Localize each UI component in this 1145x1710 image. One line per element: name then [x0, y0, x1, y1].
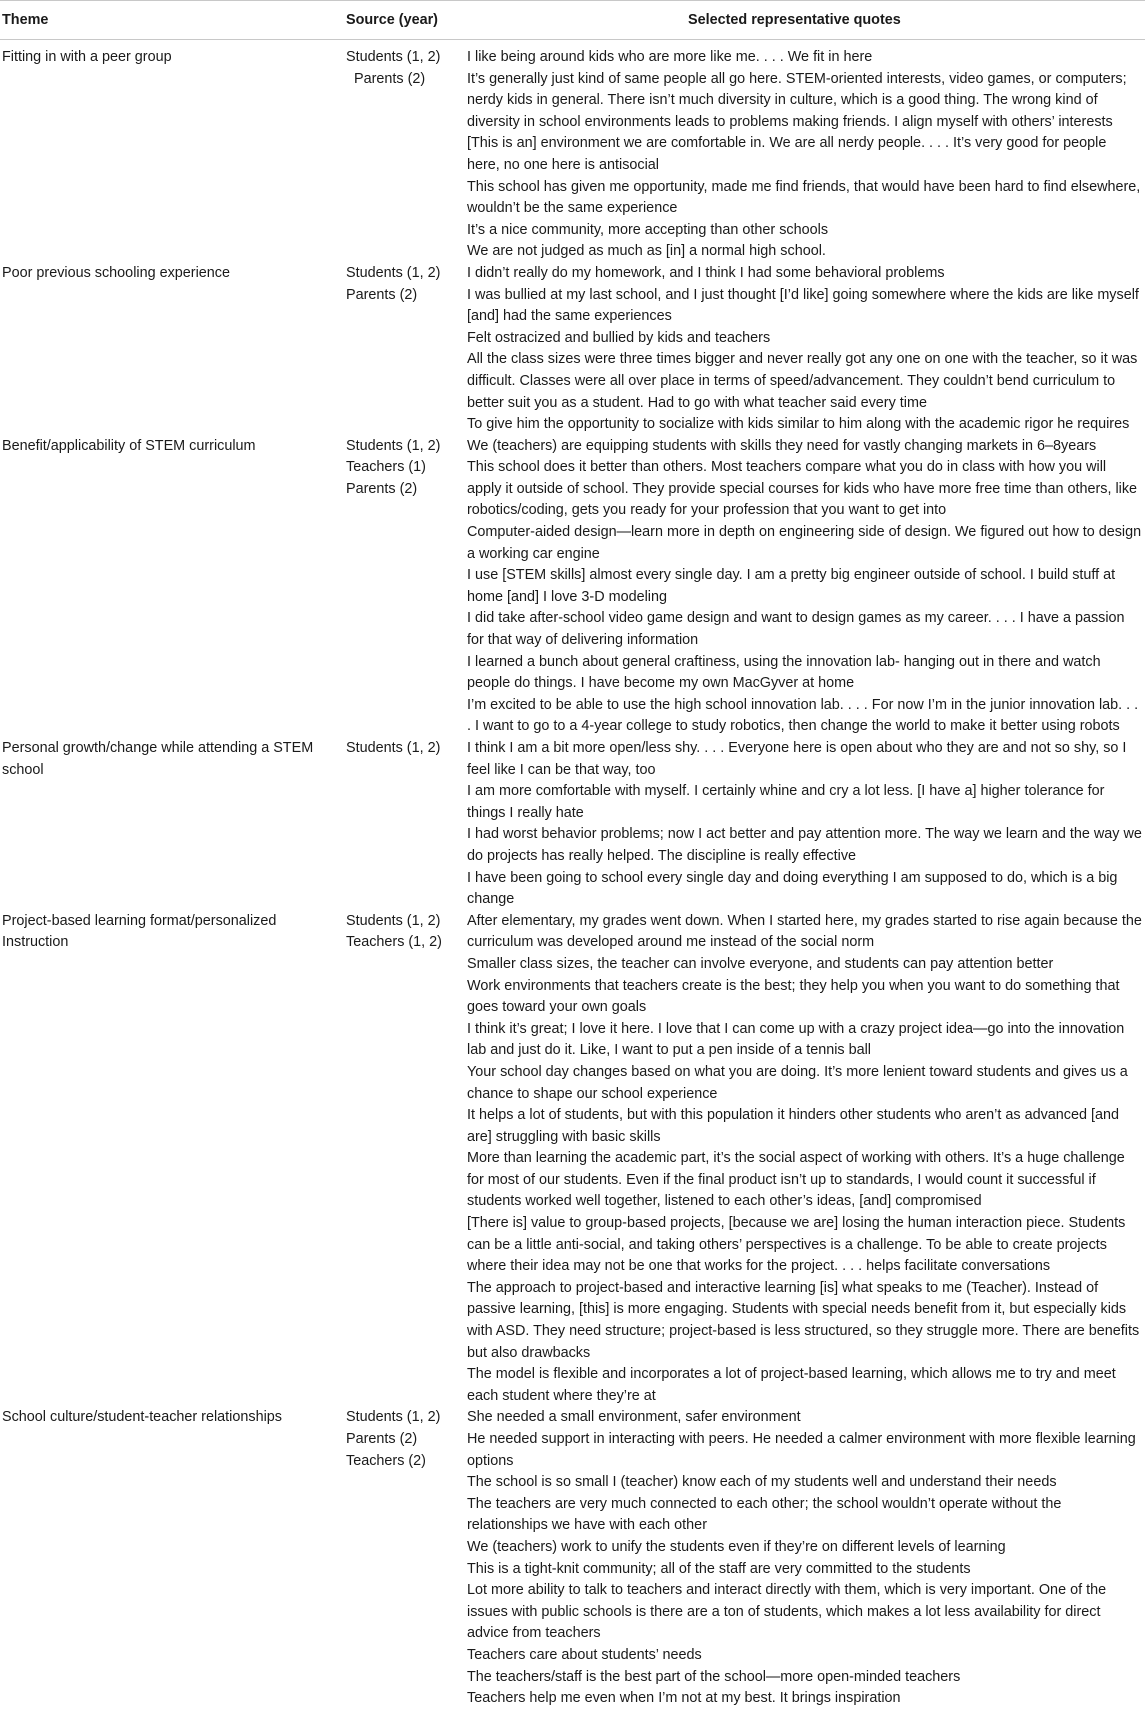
source-cell: [346, 738, 456, 760]
quote-text: I like being around kids who are more like me. . . . We fit in here: [467, 49, 873, 65]
header-theme: Theme: [2, 12, 49, 28]
quote-text: Work environments that teachers create is the best; they help you when you want to do something that goes toward your own goals: [467, 977, 1120, 1016]
theme-cell: Project-based learning format/personalized Instruction: [2, 912, 277, 951]
source-cell: [346, 263, 456, 306]
quote-text: Your school day changes based on what you are doing. It’s more lenient toward students and gives us a chance to shape our school experience: [467, 1063, 1128, 1102]
source-cell: [346, 911, 456, 954]
source-entry: Students (1, 2): [346, 264, 441, 281]
quote-text: Computer-aided design—learn more in depth on engineering side of design. We figured out how to design a working car engine: [467, 524, 1142, 562]
quote-text: The school is so small I (teacher) know each of my students well and understand their needs: [467, 1474, 1057, 1491]
quote-text: I use [STEM skills] almost every single day. I am a pretty big engineer outside of school. I build stuff at home [and] I love 3-D modeling: [467, 567, 1116, 605]
quote-text: The model is flexible and incorporates a lot of project-based learning, which allows me to try and meet each student where they’re at: [467, 1366, 1116, 1404]
table-row: [0, 738, 1145, 911]
quote-text: Teachers care about students’ needs: [467, 1646, 702, 1663]
source-cell: [346, 47, 456, 90]
quote-text: The teachers/staff is the best part of the school—more open-minded teachers: [467, 1668, 961, 1685]
quote-text: It helps a lot of students, but with this population it hinders other students who aren’t as advanced [and are] struggling with basic skills: [467, 1107, 1119, 1145]
quote-text: It’s a nice community, more accepting than other schools: [467, 221, 829, 238]
quote-text: It’s generally just kind of same people all go here. STEM-oriented interests, video games, or computers; nerdy kids in general. There isn’t much diversity in culture, which is a good thing. The wrong kind of diversity in school environments leads to problems making friends. I align myself with others’ interests: [467, 70, 1127, 130]
quotes-cell: [467, 263, 1143, 436]
source-entry: Teachers (2): [346, 1452, 426, 1469]
quote-text: I think it’s great; I love it here. I love that I can come up with a crazy project idea—go into the innovation lab and just do it. Like, I want to put a pen inside of a tennis ball: [467, 1020, 1125, 1059]
quotes-cell: [467, 738, 1143, 911]
theme-cell: Benefit/applicability of STEM curriculum: [2, 437, 256, 454]
quote-text: All the class sizes were three times bigger and never really got any one on one with the teacher, so it was difficult. Classes were all over place in terms of speed/advancement. They couldn’t bend curriculum to better suit you as a student. Had to go with what teacher said every time: [467, 351, 1138, 411]
quote-text: I learned a bunch about general craftiness, using the innovation lab- hanging out in there and watch people do things. I have become my own MacGyver at home: [467, 653, 1101, 692]
quote-text: To give him the opportunity to socialize with kids similar to him along with the academic rigor he requires: [467, 416, 1130, 433]
quotes-cell: [467, 47, 1143, 263]
header-selected-quotes: Selected representative quotes: [688, 12, 901, 28]
quote-text: [This is an] environment we are comfortable in. We are all nerdy people. . . . It’s very good for people here, no one here is antisocial: [467, 135, 1107, 173]
source-cell: [346, 1407, 456, 1472]
quote-text: [There is] value to group-based projects, [because we are] losing the human interaction piece. Students can be a little anti-social, and taking others’ perspectives is a challenge. To be able to create projects where their idea may not be one that works for the project. . . . helps facilitate conversations: [467, 1215, 1126, 1275]
quote-text: More than learning the academic part, it’s the social aspect of working with others. It’s a huge challenge for most of our students. Even if the final product isn’t up to standards, I would count it successful if students worked well together, listened to each other’s ideas, [and] compromised: [467, 1150, 1125, 1210]
table-row: [0, 263, 1145, 436]
quote-text: I had worst behavior problems; now I act better and pay attention more. The way we learn and the way we do projects has really helped. The discipline is really effective: [467, 826, 1142, 864]
source-cell: [346, 436, 456, 501]
quote-text: After elementary, my grades went down. When I started here, my grades started to rise again because the curriculum was developed around me instead of the social norm: [467, 912, 1142, 951]
source-entry: Teachers (1, 2): [346, 934, 442, 951]
quote-text: I didn’t really do my homework, and I think I had some behavioral problems: [467, 264, 945, 281]
quotes-cell: [467, 911, 1143, 1408]
table-row: [0, 436, 1145, 738]
quote-text: I am more comfortable with myself. I certainly whine and cry a lot less. [I have a] higher tolerance for things I really hate: [467, 783, 1105, 821]
quote-text: The approach to project-based and interactive learning [is] what speaks to me (Teacher). Instead of passive learning, [this] is more engaging. Students with special needs benefit from it, but especially kids with ASD. They need structure; project-based is less structured, so they struggle more. There are benefits but also drawbacks: [467, 1279, 1140, 1361]
source-entry: Parents (2): [346, 480, 418, 497]
table-body: [0, 47, 1145, 1710]
source-entry: Students (1, 2): [346, 740, 441, 756]
source-entry: Students (1, 2): [346, 437, 441, 454]
quote-text: He needed support in interacting with peers. He needed a calmer environment with more flexible learning options: [467, 1431, 1136, 1469]
quote-text: We are not judged as much as [in] a normal high school.: [467, 243, 826, 260]
table-row: [0, 47, 1145, 263]
theme-cell: Poor previous schooling experience: [2, 264, 230, 281]
quote-text: I have been going to school every single day and doing everything I am supposed to do, which is a big change: [467, 869, 1118, 908]
quote-text: Felt ostracized and bullied by kids and teachers: [467, 329, 771, 346]
quote-text: I’m excited to be able to use the high school innovation lab. . . . For now I’m in the junior innovation lab. . . . I want to go to a 4-year college to study robotics, then change the world to make it better using robots: [467, 696, 1139, 735]
table-row: [0, 911, 1145, 1408]
quote-text: This school has given me opportunity, made me find friends, that would have been hard to find elsewhere, wouldn’t be the same experience: [467, 178, 1141, 217]
quotes-cell: [467, 1407, 1143, 1709]
header-source-year: Source (year): [346, 12, 438, 28]
quote-text: Lot more ability to talk to teachers and interact directly with them, which is very important. One of the issues with public schools is there are a ton of students, which makes a lot less availability for direct advice from teachers: [467, 1582, 1107, 1642]
quote-text: We (teachers) are equipping students with skills they need for vastly changing markets in 6–8years: [467, 437, 1097, 454]
quote-text: I was bullied at my last school, and I just thought [I’d like] going somewhere where the kids are like myself [and] had the same experiences: [467, 286, 1139, 325]
table-header: [0, 0, 1145, 40]
quote-text: We (teachers) work to unify the students even if they’re on different levels of learning: [467, 1538, 1006, 1555]
quote-text: The teachers are very much connected to each other; the school wouldn’t operate without the relationships we have with each other: [467, 1495, 1062, 1534]
table-row: [0, 1407, 1145, 1709]
source-entry: Parents (2): [346, 286, 418, 303]
source-entry: Students (1, 2): [346, 1409, 441, 1426]
quote-text: This is a tight-knit community; all of the staff are very committed to the students: [467, 1560, 971, 1577]
theme-cell: Personal growth/change while attending a STEM school: [2, 740, 314, 778]
quote-text: She needed a small environment, safer environment: [467, 1409, 801, 1426]
source-entry: Parents (2): [346, 1431, 418, 1447]
theme-cell: School culture/student-teacher relationships: [2, 1409, 282, 1426]
quote-text: Teachers help me even when I’m not at my best. It brings inspiration: [467, 1690, 901, 1707]
source-entry: Parents (2): [346, 70, 426, 87]
quote-text: I think I am a bit more open/less shy. . . . Everyone here is open about who they are and not so shy, so I feel like I can be that way, too: [467, 740, 1127, 778]
quote-text: I did take after-school video game design and want to design games as my career. . . . I have a passion for that way of delivering information: [467, 610, 1125, 649]
source-entry: Students (1, 2): [346, 49, 441, 65]
source-entry: Teachers (1): [346, 459, 426, 476]
quote-text: Smaller class sizes, the teacher can involve everyone, and students can pay attention better: [467, 955, 1054, 972]
quotes-cell: [467, 436, 1143, 738]
source-entry: Students (1, 2): [346, 912, 441, 929]
quote-text: This school does it better than others. Most teachers compare what you do in class with how you will apply it outside of school. They provide special courses for kids who have more free time than others, like robotics/coding, gets you ready for your profession that you want to get into: [467, 459, 1138, 519]
theme-cell: Fitting in with a peer group: [2, 49, 172, 65]
